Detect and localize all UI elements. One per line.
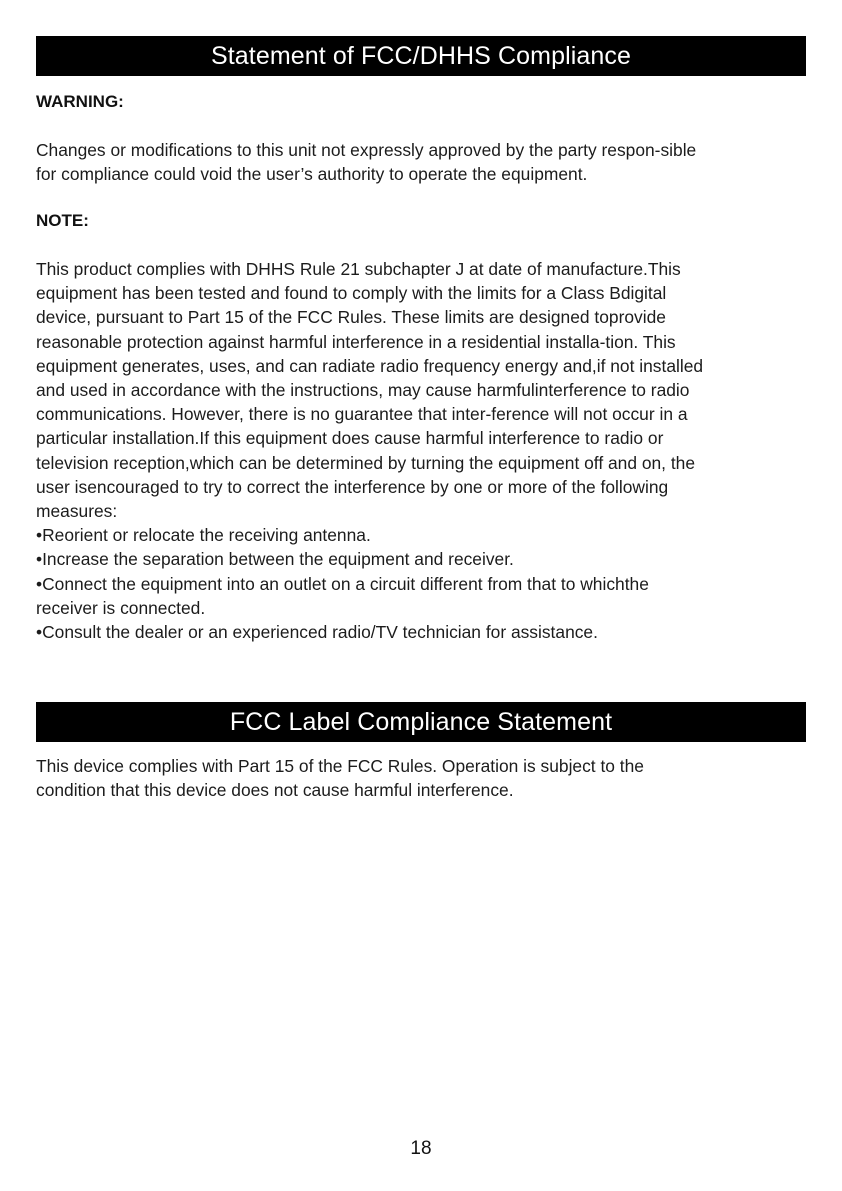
paragraph-line: equipment has been tested and found to comply with the limits for a Class Bdigital — [36, 283, 667, 304]
section-header-fcc-label — [36, 702, 806, 742]
section-title: Statement of FCC/DHHS Compliance — [210, 42, 631, 70]
warning-paragraph — [36, 138, 826, 186]
section-header-fcc-dhhs — [36, 36, 806, 76]
bullet-item: •Consult the dealer or an experienced radio/TV technician for assistance. — [36, 622, 598, 643]
paragraph-line: reasonable protection against harmful interference in a residential installa-tion. This — [36, 331, 676, 352]
bullet-item: •Reorient or relocate the receiving antenna. — [36, 525, 371, 546]
note-paragraph — [36, 257, 826, 644]
paragraph-line: and used in accordance with the instructions, may cause harmfulinterference to radio — [36, 380, 690, 401]
section-title: FCC Label Compliance Statement — [229, 708, 613, 736]
paragraph-line: condition that this device does not cause harmful interference. — [36, 780, 514, 801]
paragraph-line: device, pursuant to Part 15 of the FCC Rules. These limits are designed toprovide — [36, 307, 666, 328]
paragraph-line: measures: — [36, 501, 118, 522]
paragraph-line: This product complies with DHHS Rule 21 subchapter J at date of manufacture.This — [36, 259, 681, 279]
bullet-item: •Connect the equipment into an outlet on a circuit different from that to whichthe — [36, 573, 649, 594]
warning-label: WARNING: — [36, 92, 124, 111]
paragraph-line: communications. However, there is no guarantee that inter-ference will not occur in a — [36, 404, 688, 425]
paragraph-line: television reception,which can be determined by turning the equipment off and on, the — [36, 452, 696, 473]
paragraph-line: particular installation.If this equipment does cause harmful interference to radio or — [36, 428, 664, 449]
paragraph-line: equipment generates, uses, and can radiate radio frequency energy and,if not installed — [36, 355, 704, 376]
paragraph-line: for compliance could void the user’s authority to operate the equipment. — [36, 164, 588, 185]
bullet-item: •Increase the separation between the equipment and receiver. — [36, 549, 514, 570]
paragraph-line: This device complies with Part 15 of the FCC Rules. Operation is subject to the — [36, 756, 644, 776]
page-number: 18 — [410, 1138, 432, 1159]
note-label: NOTE: — [36, 211, 89, 230]
bullet-item-continuation: receiver is connected. — [36, 597, 206, 618]
paragraph-line: Changes or modifications to this unit not expressly approved by the party respon-sible — [36, 140, 697, 160]
label-compliance-paragraph — [36, 754, 826, 802]
paragraph-line: user isencouraged to try to correct the interference by one or more of the following — [36, 476, 669, 497]
